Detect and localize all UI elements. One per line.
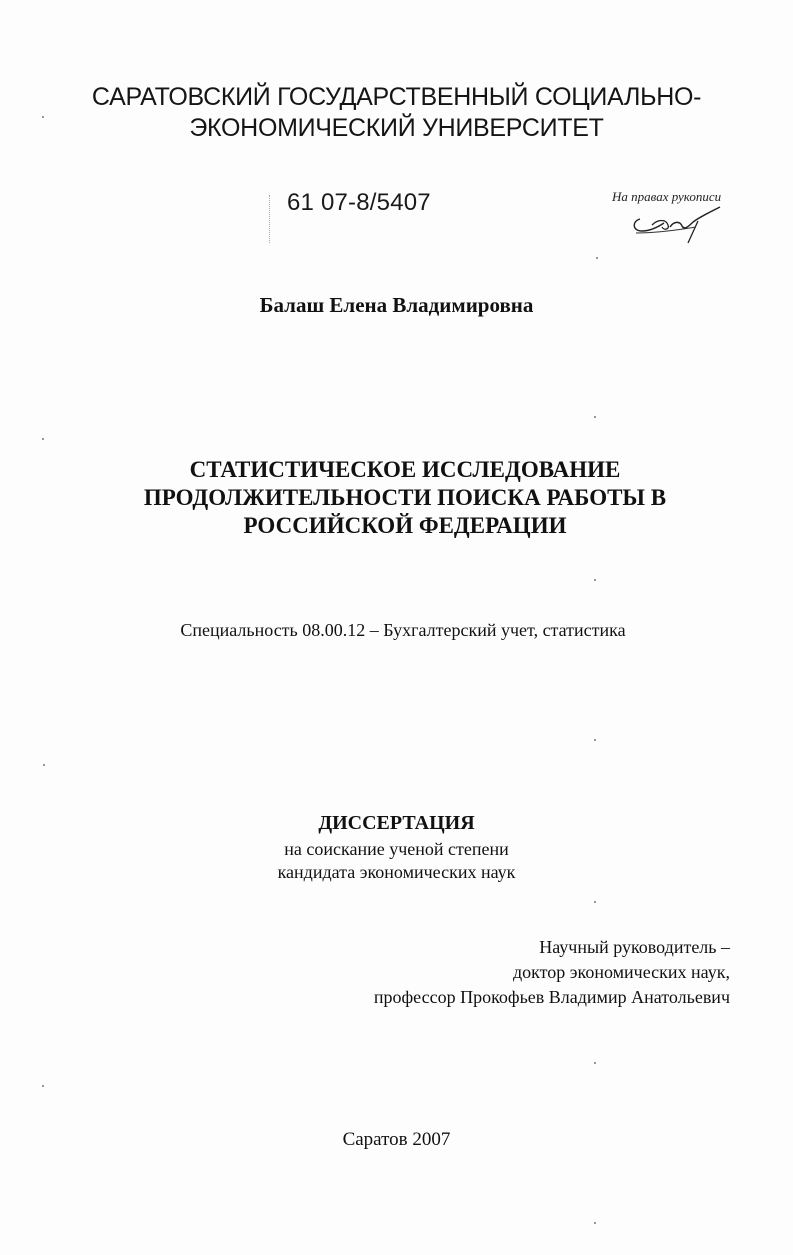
degree-line-1: на соискание ученой степени xyxy=(284,839,509,859)
city-year: Саратов 2007 xyxy=(342,1129,451,1150)
scan-margin-mark xyxy=(269,195,271,243)
advisor-line-2: доктор экономических наук, xyxy=(513,962,730,982)
manuscript-note: На правах рукописи xyxy=(612,189,722,204)
scan-speck xyxy=(596,257,598,259)
university-name xyxy=(0,82,793,144)
degree-line-2: кандидата экономических наук xyxy=(277,862,516,882)
title-line-2: ПРОДОЛЖИТЕЛЬНОСТИ ПОИСКА РАБОТЫ В xyxy=(143,485,667,510)
scan-speck xyxy=(594,1062,596,1064)
scan-speck xyxy=(594,416,596,418)
title-line-1: СТАТИСТИЧЕСКОЕ ИССЛЕДОВАНИЕ xyxy=(189,457,621,482)
scan-speck xyxy=(594,739,596,741)
scan-speck xyxy=(42,1085,44,1087)
specialty: Специальность 08.00.12 – Бухгалтерский учет, статистика xyxy=(180,620,626,640)
dissertation-title xyxy=(120,456,690,540)
advisor-line-3: профессор Прокофьев Владимир Анатольевич xyxy=(373,987,730,1007)
degree-description xyxy=(0,838,793,884)
scan-speck xyxy=(594,1222,596,1224)
dissertation-label: ДИССЕРТАЦИЯ xyxy=(318,812,475,834)
author-name: Балаш Елена Владимировна xyxy=(259,293,534,317)
scan-speck xyxy=(594,901,596,903)
signature-icon xyxy=(628,203,728,253)
scan-speck xyxy=(43,764,45,766)
advisor-line-1: Научный руководитель – xyxy=(539,937,730,957)
scientific-advisor xyxy=(374,935,730,1010)
scan-speck xyxy=(594,579,596,581)
title-line-3: РОССИЙСКОЙ ФЕДЕРАЦИИ xyxy=(243,513,567,538)
university-line-1: САРАТОВСКИЙ ГОСУДАРСТВЕННЫЙ СОЦИАЛЬНО- xyxy=(91,83,702,111)
university-line-2: ЭКОНОМИЧЕСКИЙ УНИВЕРСИТЕТ xyxy=(189,114,604,142)
scan-speck xyxy=(42,116,44,118)
scan-speck xyxy=(42,438,44,440)
catalog-code: 61 07-8/5407 xyxy=(287,189,431,216)
